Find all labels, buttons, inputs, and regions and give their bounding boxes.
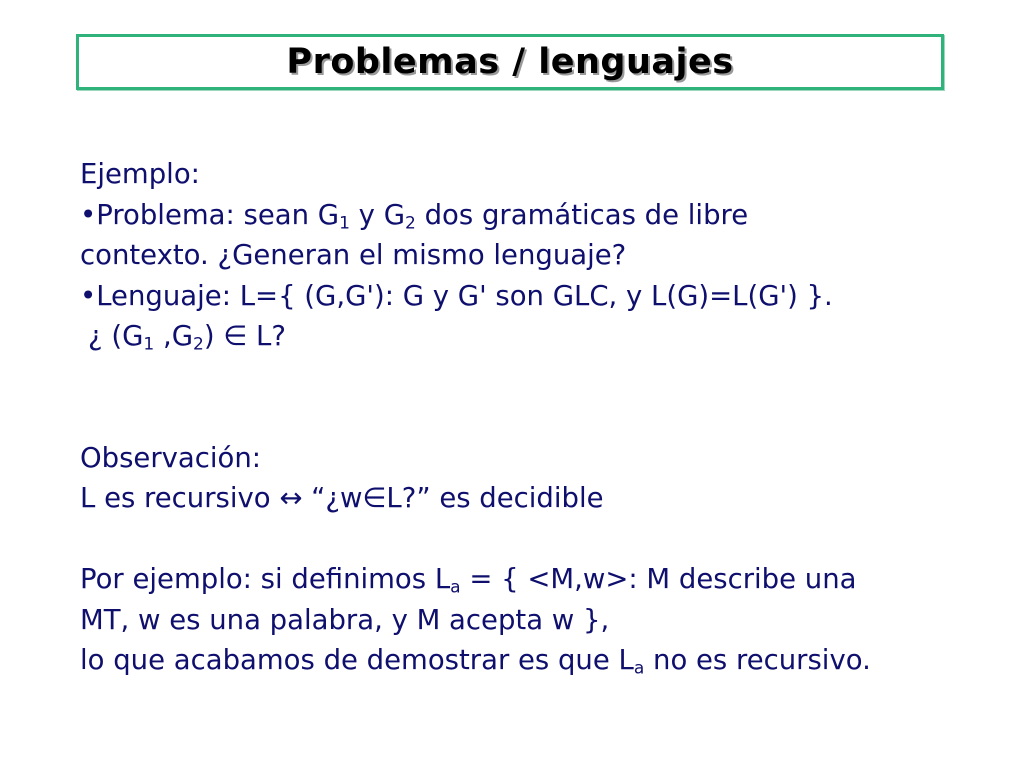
ejemplo-heading: Ejemplo: [80, 158, 200, 190]
por-ejemplo-subscript: a [450, 577, 461, 598]
problema-subscript-1: 1 [339, 212, 350, 233]
por-ejemplo-line-3 [80, 640, 1000, 681]
problema-line-2: contexto. ¿Generan el mismo lenguaje? [80, 239, 627, 271]
problema-line-1 [80, 195, 1000, 236]
problema-text-a: •Problema: sean G [80, 198, 340, 231]
pertenencia-text-a: ¿ (G [88, 320, 144, 352]
por-ejemplo-line-2: MT, w es una palabra, y M acepta w }, [80, 603, 610, 636]
pertenencia-text-c: ) ∈ L? [203, 320, 286, 352]
conclusion-text-b: no es recursivo. [644, 644, 871, 676]
slide-title: Problemas / lenguajes [286, 42, 734, 82]
conclusion-text-a: lo que acabamos de demostrar es que L [80, 644, 634, 676]
por-ejemplo-line-1 [80, 559, 1000, 600]
problema-text-b: y G [349, 198, 406, 231]
pertenencia-line [80, 316, 1000, 357]
problema-subscript-2: 2 [405, 212, 416, 233]
lenguaje-line: •Lenguaje: L={ (G,G'): G y G' son GLC, y L(G)=L(G') }. [80, 279, 833, 312]
pertenencia-subscript-2: 2 [193, 334, 204, 355]
spacer [80, 519, 1000, 560]
por-ejemplo-text-b: = { <M,w>: M describe una [460, 563, 857, 595]
title-box [76, 34, 944, 90]
spacer [80, 397, 1000, 438]
conclusion-subscript: a [633, 658, 645, 679]
pertenencia-subscript-1: 1 [143, 334, 155, 355]
observacion-line: L es recursivo ↔ “¿w∈L?” es decidible [80, 482, 604, 514]
pertenencia-text-b: ,G [154, 320, 194, 352]
por-ejemplo-text-a: Por ejemplo: si definimos L [80, 563, 451, 595]
slide-body [80, 154, 1000, 681]
spacer [80, 357, 1000, 398]
problema-text-c: dos gramáticas de libre [415, 198, 749, 231]
observacion-heading: Observación: [80, 441, 262, 474]
